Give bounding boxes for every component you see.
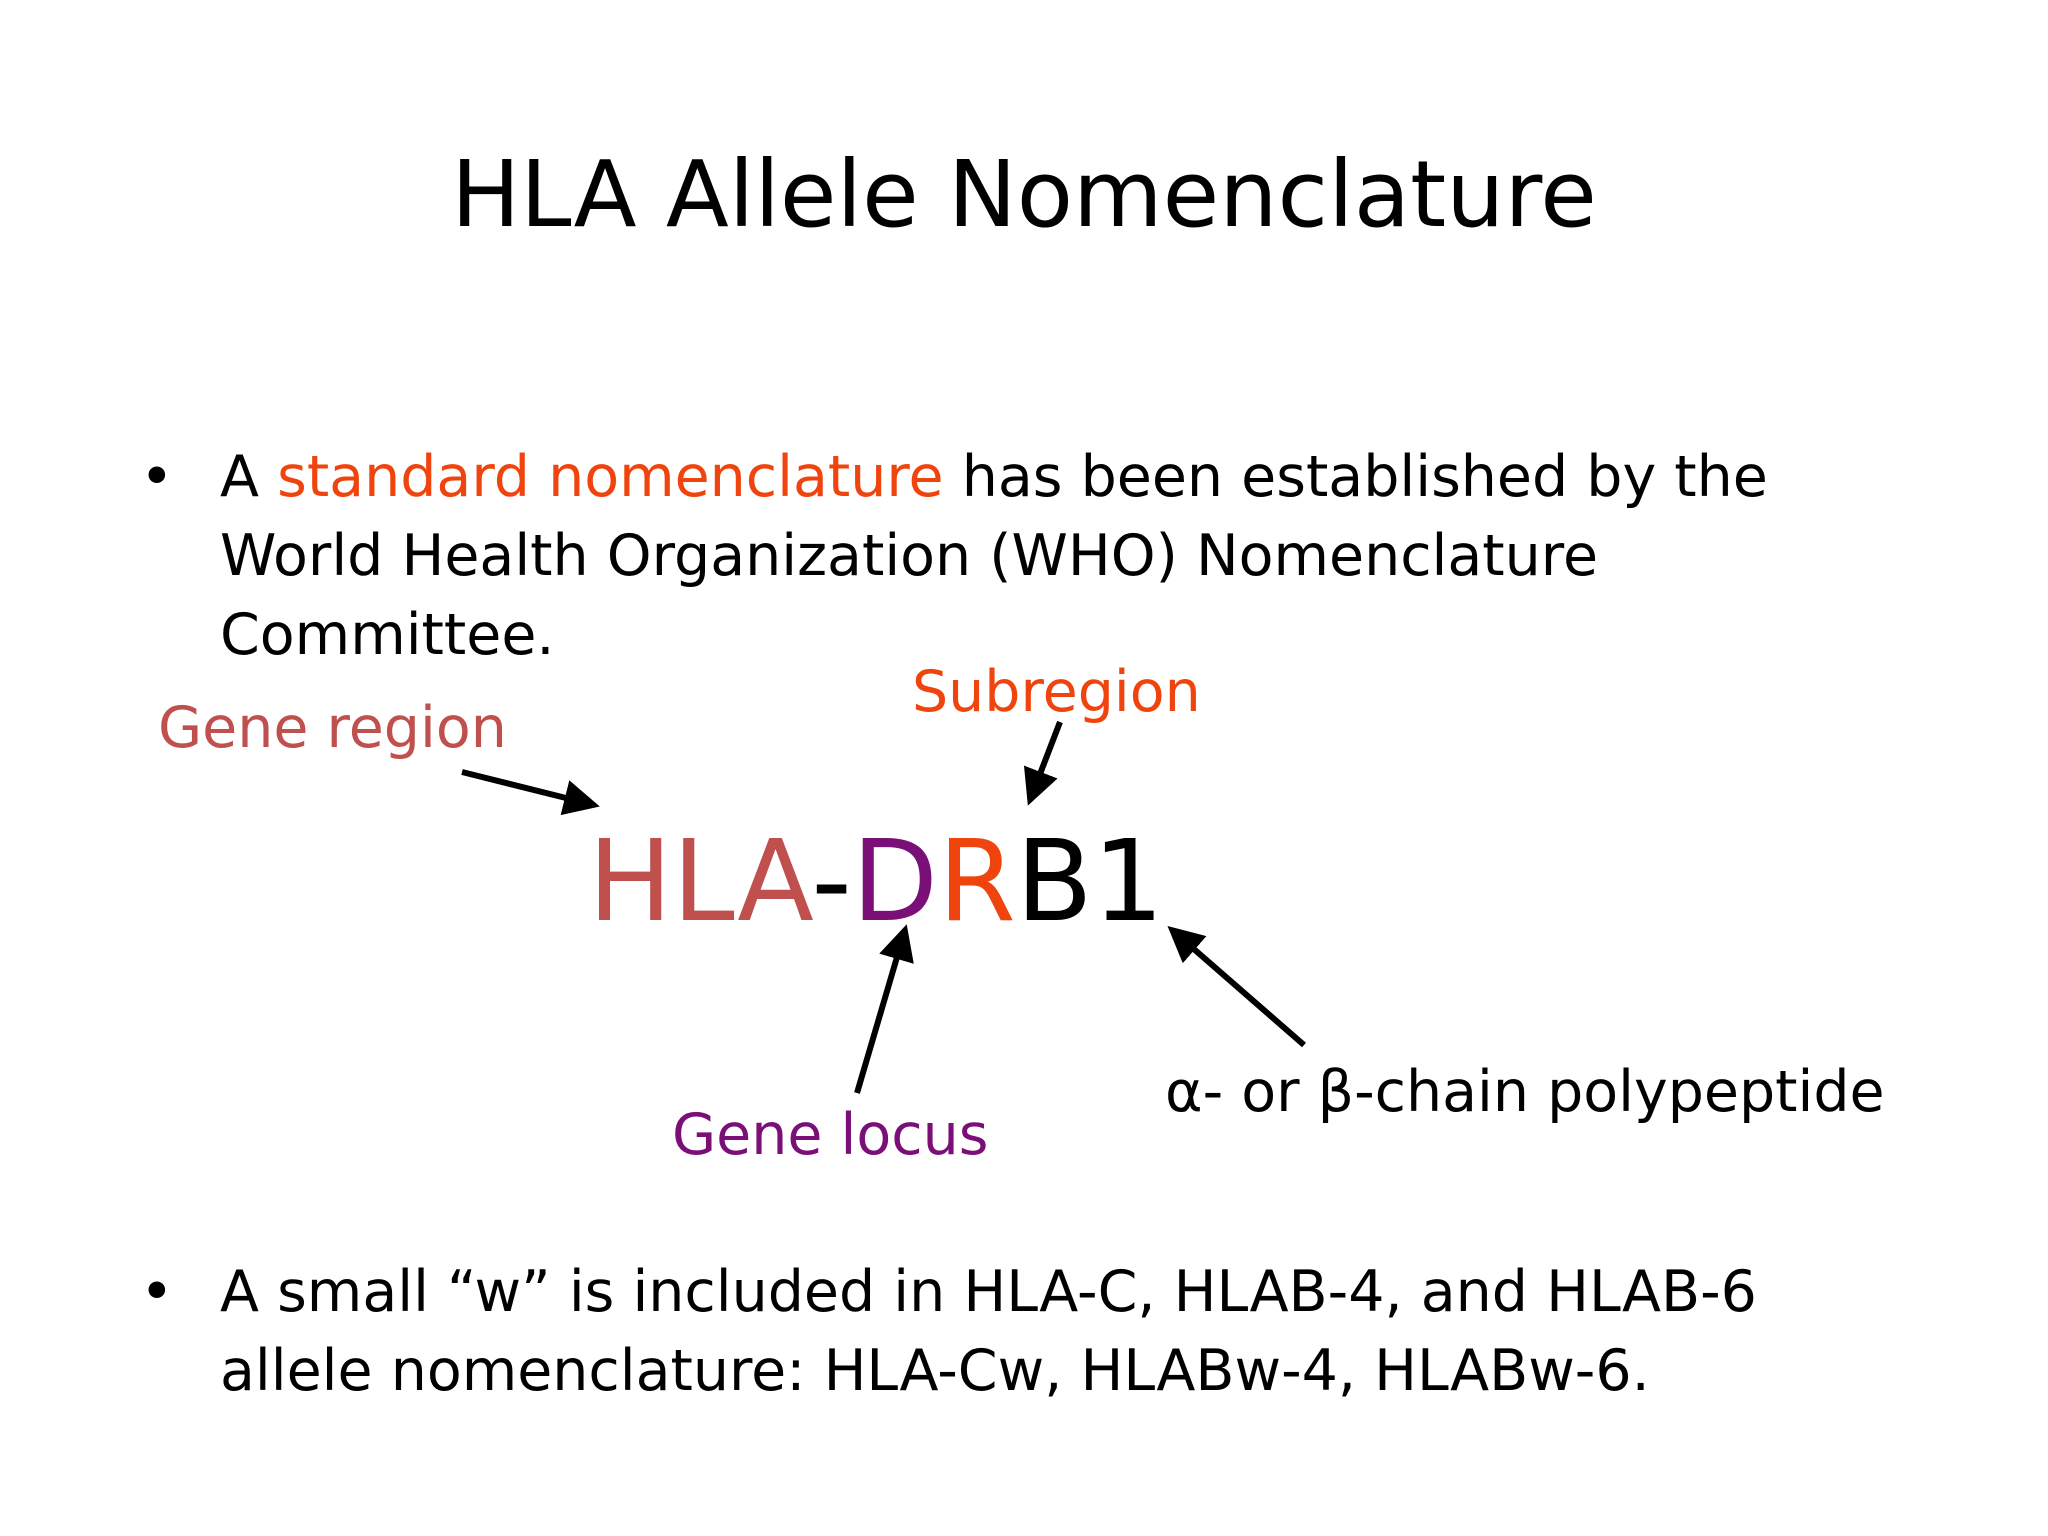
bullet-text-segment: has been established by the — [943, 444, 1768, 510]
term-subregion: R — [938, 817, 1016, 947]
bullet-line: Committee. — [220, 602, 555, 668]
subregion-label: Subregion — [912, 659, 1201, 725]
subregion-arrow — [1030, 722, 1060, 800]
bullet-marker: • — [140, 1259, 174, 1325]
bullet-line: allele nomenclature: HLA-Cw, HLABw-4, HLABw-6. — [220, 1338, 1650, 1404]
slide-title: HLA Allele Nomenclature — [451, 141, 1597, 248]
gene-locus-label: Gene locus — [672, 1102, 989, 1168]
bullet-line: A small “w” is included in HLA-C, HLAB-4, and HLAB-6 — [220, 1259, 1757, 1325]
term-gene-region: HLA — [588, 817, 812, 947]
highlighted-term: standard nomenclature — [277, 444, 944, 510]
gene-locus-arrow — [857, 930, 905, 1093]
term-gene-locus: D — [851, 817, 939, 947]
gene-region-arrow — [462, 772, 594, 805]
gene-region-label: Gene region — [158, 695, 507, 761]
bullet-line: World Health Organization (WHO) Nomenclature — [220, 523, 1599, 589]
bullet-text-segment: A — [220, 444, 278, 510]
term-chain: B1 — [1015, 817, 1164, 947]
bullet-text — [220, 1253, 1920, 1411]
bullet-marker: • — [140, 444, 174, 510]
chain-arrow — [1172, 930, 1304, 1045]
chain-polypeptide-text: α- or β-chain polypeptide — [1165, 1059, 1885, 1125]
term-dash: - — [811, 817, 852, 947]
